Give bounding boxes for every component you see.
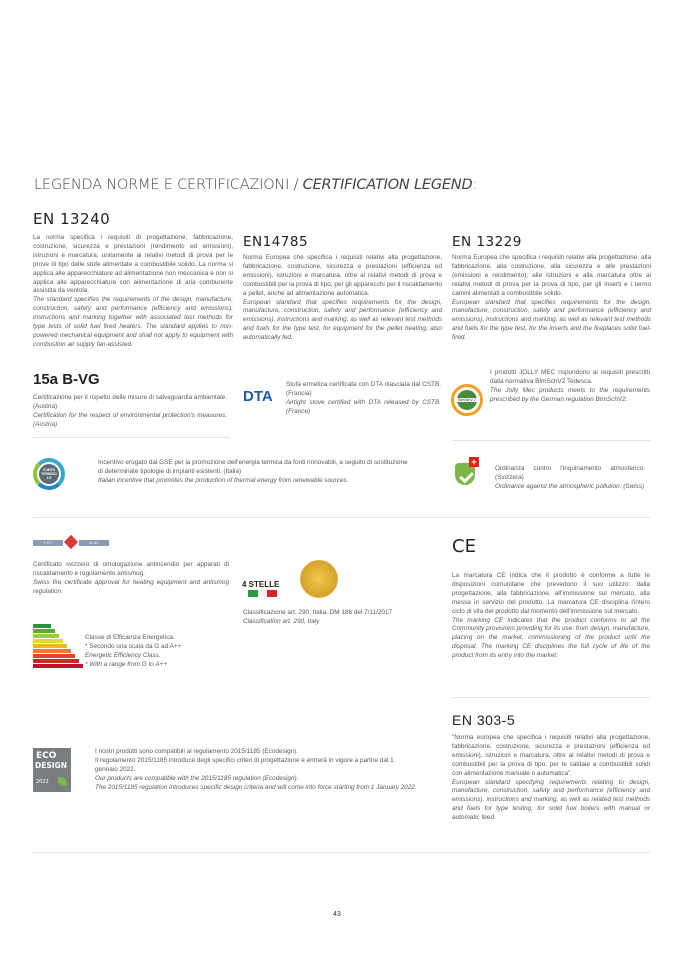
vkf-en: Swiss fire certificate approval for heating equipment and antismog regulation. <box>33 578 229 595</box>
ecodesign-it1: I nostri prodotti sono compatibili al regolamento 2015/1185 (Ecodesign). <box>95 748 299 755</box>
energy-text <box>85 634 225 670</box>
stelle-text <box>243 609 443 627</box>
swiss-hand-check-icon: + <box>455 457 481 487</box>
b15a-heading: 15a B-VG <box>33 371 100 388</box>
en13229-it: Norma Europea che specifica i requisiti relativi alla progettazione, alla fabbricazione, alla costruzione, alla sicurezza e alle prestazioni (emissioni e rendimento), alle istruzioni e alla marcatura oltre ai relativi metodi di prova per la prova di tipo, per gli inserti e i termo camini alimentati a combustibile solido. <box>452 254 651 297</box>
italy-flag-icon <box>248 590 277 597</box>
logo-text: TERMICO <box>41 472 57 476</box>
energy-en1: Energetic Efficiency Class. <box>85 651 161 659</box>
divider <box>33 517 650 518</box>
dta-logo: DTA <box>243 388 273 405</box>
divider <box>452 697 650 698</box>
en14785-it: Norma Europea che specifica i requisiti relativi alla progettazione, fabbricazione, costruzione, sicurezza e prestazioni (efficienza ed emissioni), istruzioni e marcatura, oltre ai relativi metodi di prova e combustibili per la prova di tipo, per gli apparecchi per il riscaldamento a pellet, anche ad alimentazione automatica. <box>243 254 442 297</box>
title-main: LEGENDA NORME E CERTIFICAZIONI / <box>34 177 303 193</box>
divider <box>33 437 230 438</box>
swiss-it: Ordinanza contro l'inquinamento atmosferico. (Svizzera) <box>495 465 645 481</box>
ecodesign-it2: Il regolamento 2015/1185 introduce degli specifici criteri di progettazione e entrerà in vigore a partire dal 1 gennaio 2022. <box>95 756 394 773</box>
energy-class-bar <box>33 634 59 638</box>
vkf-logo <box>33 540 109 546</box>
ecodesign-en2: The 2015/1185 regulation introduces specific design criteria and will come into force starting from 1 January 2022. <box>95 783 417 791</box>
en13240-it: La norma specifica i requisiti di progettazione, fabbricazione, costruzione, sicurezza e prestazioni (rendimento ed emissioni), istruzioni e marcatura, unitamente ai relativi metodi di prova per le prove di tipo delle stufe alimentate a combustibile solido. La norma si applica alle apparecchiature ad alimentazione non meccanica e non si applica alle apparecchiature con alimentazione di aria comburente assistita da ventola. <box>33 234 233 295</box>
dta-it: Stufa ermetica certificata con DTA rilasciata dal CSTB. (Francia) <box>286 381 441 397</box>
b15a-text <box>33 394 227 430</box>
ecodesign-text <box>95 748 417 793</box>
en3035-text <box>452 734 650 823</box>
title-colon: : <box>472 177 478 193</box>
ecodesign-logo-year: 2022 <box>36 779 49 785</box>
en13240-text <box>33 234 233 350</box>
energy-it1: Classe di Efficienza Energetica. <box>85 634 175 641</box>
en3035-en: European standard specifying requirements relating to design, manufacture, construction, safety and performance (efficiency and emissions), instructions and marking, as well as related test methods and fuels for type testing, for solid fuel boilers with manual or automatic feed. <box>452 778 650 822</box>
en13229-en: European standard that specifies requirements for the design, manufacture, construction, safety and performance (efficiency and emissions), instructions and marking, as well as relevant test methods and fuels for the type test, for the inserts and the fireplaces solid fuel-fired. <box>452 298 651 342</box>
ecodesign-en1: Our products are compatible with the 2015/1185 regulation (Ecodesign). <box>95 774 299 782</box>
vkf-it: Certificato svizzero di omologazione antincendio per apparati di riscaldamento e regolamento antismog. <box>33 561 229 577</box>
vkf-logo-left: V K F <box>33 540 63 546</box>
stelle-it: Classificazione art. 290, Italia. DM 186 del 7/11/2017 <box>243 609 393 616</box>
logo-text: CONTO <box>42 468 56 472</box>
en14785-text <box>243 254 442 343</box>
conto-text <box>98 459 413 486</box>
swiss-en: Ordinance against the atmospheric pollution. (Swiss) <box>495 482 645 490</box>
ce-logo: CE <box>452 536 476 557</box>
logo-text: 2.0 <box>46 476 52 480</box>
conto-termico-logo-icon <box>33 458 65 490</box>
energy-class-bar <box>33 644 67 648</box>
en14785-heading: EN14785 <box>243 234 309 250</box>
en3035-it: "Norma europea che specifica i requisiti relativi alla progettazione, fabbricazione, costruzione, sicurezza e prestazioni (efficienza ed emissioni), istruzioni e marcatura, oltre ai relativi metodi di prova e combustibili per la prova di tipo, per le caldaie a combustibili solidi con alimentazione manuale o automatica". <box>452 734 650 777</box>
title-italic: CERTIFICATION LEGEND <box>302 177 473 193</box>
page-number: 43 <box>333 911 341 918</box>
bimschv-en: The Jolly Mec products meets to the requirements prescribed by the German regulation BImSchV2. <box>490 386 650 403</box>
en3035-heading: EN 303-5 <box>452 712 516 728</box>
energy-en2: * With a range from G to A++ <box>85 660 168 668</box>
ce-text <box>452 572 650 661</box>
energy-class-bar <box>33 624 51 628</box>
energy-it2: * Secondo una scala da G ad A++ <box>85 642 182 650</box>
bimschv-logo-icon <box>451 384 483 416</box>
ce-en: The marking CE indicates that the product conforms to all the Community provisions providing for its use: from design, manufacture, placing on the market, commissioning of the product until the disposal. The marking CE disciplines the full cycle of life of the product from its entry into the market. <box>452 616 650 660</box>
energy-class-bar <box>33 649 71 653</box>
b15a-it: Certificazione per il rispetto delle misure di salvaguardia ambientale. (Austria) <box>33 394 227 410</box>
conto-it: Incentivo erogato dal GSE per la promozione dell'energia termica da fonti rinnovabili, a seguito di sostituzione di determinate tipologie di impianti esistenti. (Italia) <box>98 459 408 475</box>
energy-class-bar <box>33 629 55 633</box>
leaf-icon <box>58 777 67 786</box>
b15a-en: Certification for the respect of environmental protection's measures. (Austria) <box>33 411 227 428</box>
divider <box>452 440 650 441</box>
energy-class-bar <box>33 664 83 668</box>
stelle-en: Classification art. 290, Italy <box>243 617 320 625</box>
energy-class-bar <box>33 654 75 658</box>
divider <box>33 852 650 853</box>
dta-en: Airtight stove certified with DTA released by CSTB. (France) <box>286 398 441 415</box>
ecodesign-logo-design: DESIGN <box>35 761 67 770</box>
ecodesign-logo-eco: ECO <box>36 751 57 761</box>
en13240-heading: EN 13240 <box>33 210 111 228</box>
conto-en: Italian incentive that promotes the production of thermal energy from renewable sources. <box>98 476 349 484</box>
en13229-text <box>452 254 651 343</box>
swiss-text <box>495 465 645 492</box>
vkf-text <box>33 561 229 597</box>
bimschv-logo-text: BImSchV 2 <box>454 398 480 402</box>
medal-icon <box>300 560 338 598</box>
bimschv-text <box>490 369 650 405</box>
en13240-en: The standard specifies the requirements of the design, manufacture, construction, safety and performance (efficiency and emissions), instructions and marking together with associated test methods for type tests of solid fuel fired heaters. The standard applies to non-powered mechanical equipment and shall not apply to equipment with combustion air supply fan-assisted. <box>33 296 233 348</box>
vkf-logo-right: A I A I <box>79 540 109 546</box>
energy-class-bar <box>33 659 79 663</box>
page-title <box>34 177 477 193</box>
energy-class-bar <box>33 639 63 643</box>
ecodesign-logo <box>33 748 71 792</box>
bimschv-it: I prodotti JOLLY MEC rispondono ai requisiti prescritti dalla normativa BImSchV2 Tedesca. <box>490 369 650 385</box>
dta-text <box>286 381 441 417</box>
stelle-label: 4 STELLE <box>242 580 280 589</box>
en13229-heading: EN 13229 <box>452 234 522 250</box>
en14785-en: European standard that specifies requirements for the design, manufacture, construction, safety and performance (efficiency and emissions), instructions and marking, as well as relevant test methods and fuels for the type test, for equipment for the pellet heating, also automatically fed. <box>243 298 442 342</box>
ce-it: La marcatura CE indica che il prodotto è conforme a tutte le disposizioni comunitarie che prevedono il suo utilizzo: dalla progettazione, alla fabbricazione, all'immissione sul mercato, alla messa in servizio del prodotto. La marcatura CE disciplina l'intero ciclo di vita del prodotto dal momento dell'immissione sul mercato. <box>452 572 650 615</box>
